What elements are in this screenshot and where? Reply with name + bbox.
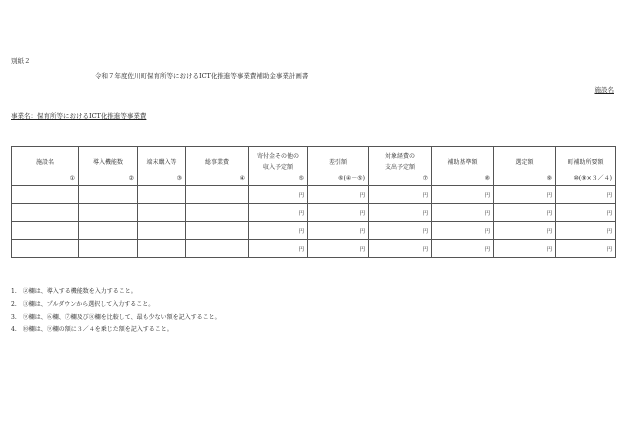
cell-difference[interactable]: 円 <box>308 204 369 222</box>
cell-eligible-expense[interactable]: 円 <box>369 204 432 222</box>
column-number: ④ <box>239 175 245 182</box>
header-town-subsidy <box>556 147 616 186</box>
cell-total-cost[interactable] <box>186 240 249 258</box>
header-label: 差引額 <box>328 159 347 166</box>
cell-donation-income[interactable]: 円 <box>249 186 308 204</box>
plan-table <box>11 146 616 258</box>
cell-selected-amount[interactable]: 円 <box>494 186 556 204</box>
cell-donation-income[interactable]: 円 <box>249 240 308 258</box>
cell-donation-income[interactable]: 円 <box>249 204 308 222</box>
cell-device-purchase[interactable] <box>138 222 186 240</box>
header-device-purchase <box>138 147 186 186</box>
header-label-line2: 支出予定額 <box>384 164 415 171</box>
cell-eligible-expense[interactable]: 円 <box>369 222 432 240</box>
header-label: 選定額 <box>515 159 534 166</box>
header-label: 町補助所要額 <box>567 159 604 166</box>
cell-eligible-expense[interactable]: 円 <box>369 240 432 258</box>
header-label-line1: 対象経費の <box>384 153 415 160</box>
cell-difference[interactable]: 円 <box>308 240 369 258</box>
header-standard-amount <box>432 147 494 186</box>
column-number: ① <box>69 175 75 182</box>
cell-standard-amount[interactable]: 円 <box>432 222 494 240</box>
cell-facility-name[interactable] <box>12 186 79 204</box>
note-item: 3. ⑨欄は、⑥欄、⑦欄及び⑧欄を比較して、最も少ない額を記入すること。 <box>11 313 221 321</box>
header-eligible-expense <box>369 147 432 186</box>
table-row <box>12 240 616 258</box>
column-number: ② <box>128 175 134 182</box>
cell-total-cost[interactable] <box>186 222 249 240</box>
column-number: ⑨ <box>546 175 552 182</box>
cell-facility-name[interactable] <box>12 222 79 240</box>
column-number: ⑦ <box>422 175 428 182</box>
cell-device-purchase[interactable] <box>138 186 186 204</box>
cell-standard-amount[interactable]: 円 <box>432 186 494 204</box>
cell-town-subsidy[interactable]: 円 <box>556 204 616 222</box>
cell-difference[interactable]: 円 <box>308 186 369 204</box>
cell-function-count[interactable] <box>79 204 138 222</box>
header-label: 総事業費 <box>204 159 229 166</box>
header-donation-income <box>249 147 308 186</box>
header-label: 施設名 <box>35 159 54 166</box>
cell-standard-amount[interactable]: 円 <box>432 240 494 258</box>
note-item: 1. ②欄は、導入する機能数を入力すること。 <box>11 288 137 295</box>
cell-device-purchase[interactable] <box>138 240 186 258</box>
table-row <box>12 204 616 222</box>
cell-facility-name[interactable] <box>12 240 79 258</box>
cell-selected-amount[interactable]: 円 <box>494 240 556 258</box>
cell-town-subsidy[interactable]: 円 <box>556 240 616 258</box>
cell-selected-amount[interactable]: 円 <box>494 204 556 222</box>
header-selected-amount <box>494 147 556 186</box>
table-row <box>12 222 616 240</box>
header-label: 導入機能数 <box>92 159 123 166</box>
header-difference <box>308 147 369 186</box>
header-label: 端末購入等 <box>146 159 177 166</box>
cell-total-cost[interactable] <box>186 186 249 204</box>
cell-difference[interactable]: 円 <box>308 222 369 240</box>
column-number: ⑥(④－⑤) <box>338 175 365 182</box>
facility-name-label: 施設名 <box>594 86 614 94</box>
column-number: ③ <box>176 175 182 182</box>
cell-standard-amount[interactable]: 円 <box>432 204 494 222</box>
header-function-count <box>79 147 138 186</box>
table-row <box>12 186 616 204</box>
column-number: ⑧ <box>484 175 490 182</box>
header-label-line2: 収入予定額 <box>262 164 293 171</box>
cell-function-count[interactable] <box>79 186 138 204</box>
note-item: 4. ⑩欄は、⑨欄の額に３／４を乗じた額を記入すること。 <box>11 326 173 334</box>
cell-function-count[interactable] <box>79 222 138 240</box>
header-row <box>12 147 616 186</box>
cell-total-cost[interactable] <box>186 204 249 222</box>
header-label: 補助基準額 <box>447 159 478 166</box>
cell-eligible-expense[interactable]: 円 <box>369 186 432 204</box>
cell-selected-amount[interactable]: 円 <box>494 222 556 240</box>
cell-device-purchase[interactable] <box>138 204 186 222</box>
note-item: 2. ③欄は、プルダウンから選択して入力すること。 <box>11 300 155 308</box>
cell-town-subsidy[interactable]: 円 <box>556 222 616 240</box>
cell-function-count[interactable] <box>79 240 138 258</box>
form-number-label: 別紙２ <box>11 57 31 65</box>
header-total-cost <box>186 147 249 186</box>
cell-donation-income[interactable]: 円 <box>249 222 308 240</box>
document-title: 令和７年度佐川町保育所等におけるICT化推進等事業費補助金事業計画書 <box>95 72 309 80</box>
column-number: ⑩(⑨×３／４) <box>573 175 612 182</box>
cell-facility-name[interactable] <box>12 204 79 222</box>
notes-list <box>11 286 221 337</box>
header-facility-name <box>12 147 79 186</box>
column-number: ⑤ <box>298 175 304 182</box>
header-label-line1: 寄付金その他の <box>256 153 299 160</box>
cell-town-subsidy[interactable]: 円 <box>556 186 616 204</box>
project-name-label: 事業名：保育所等におけるICT化推進等事業費 <box>11 112 147 120</box>
